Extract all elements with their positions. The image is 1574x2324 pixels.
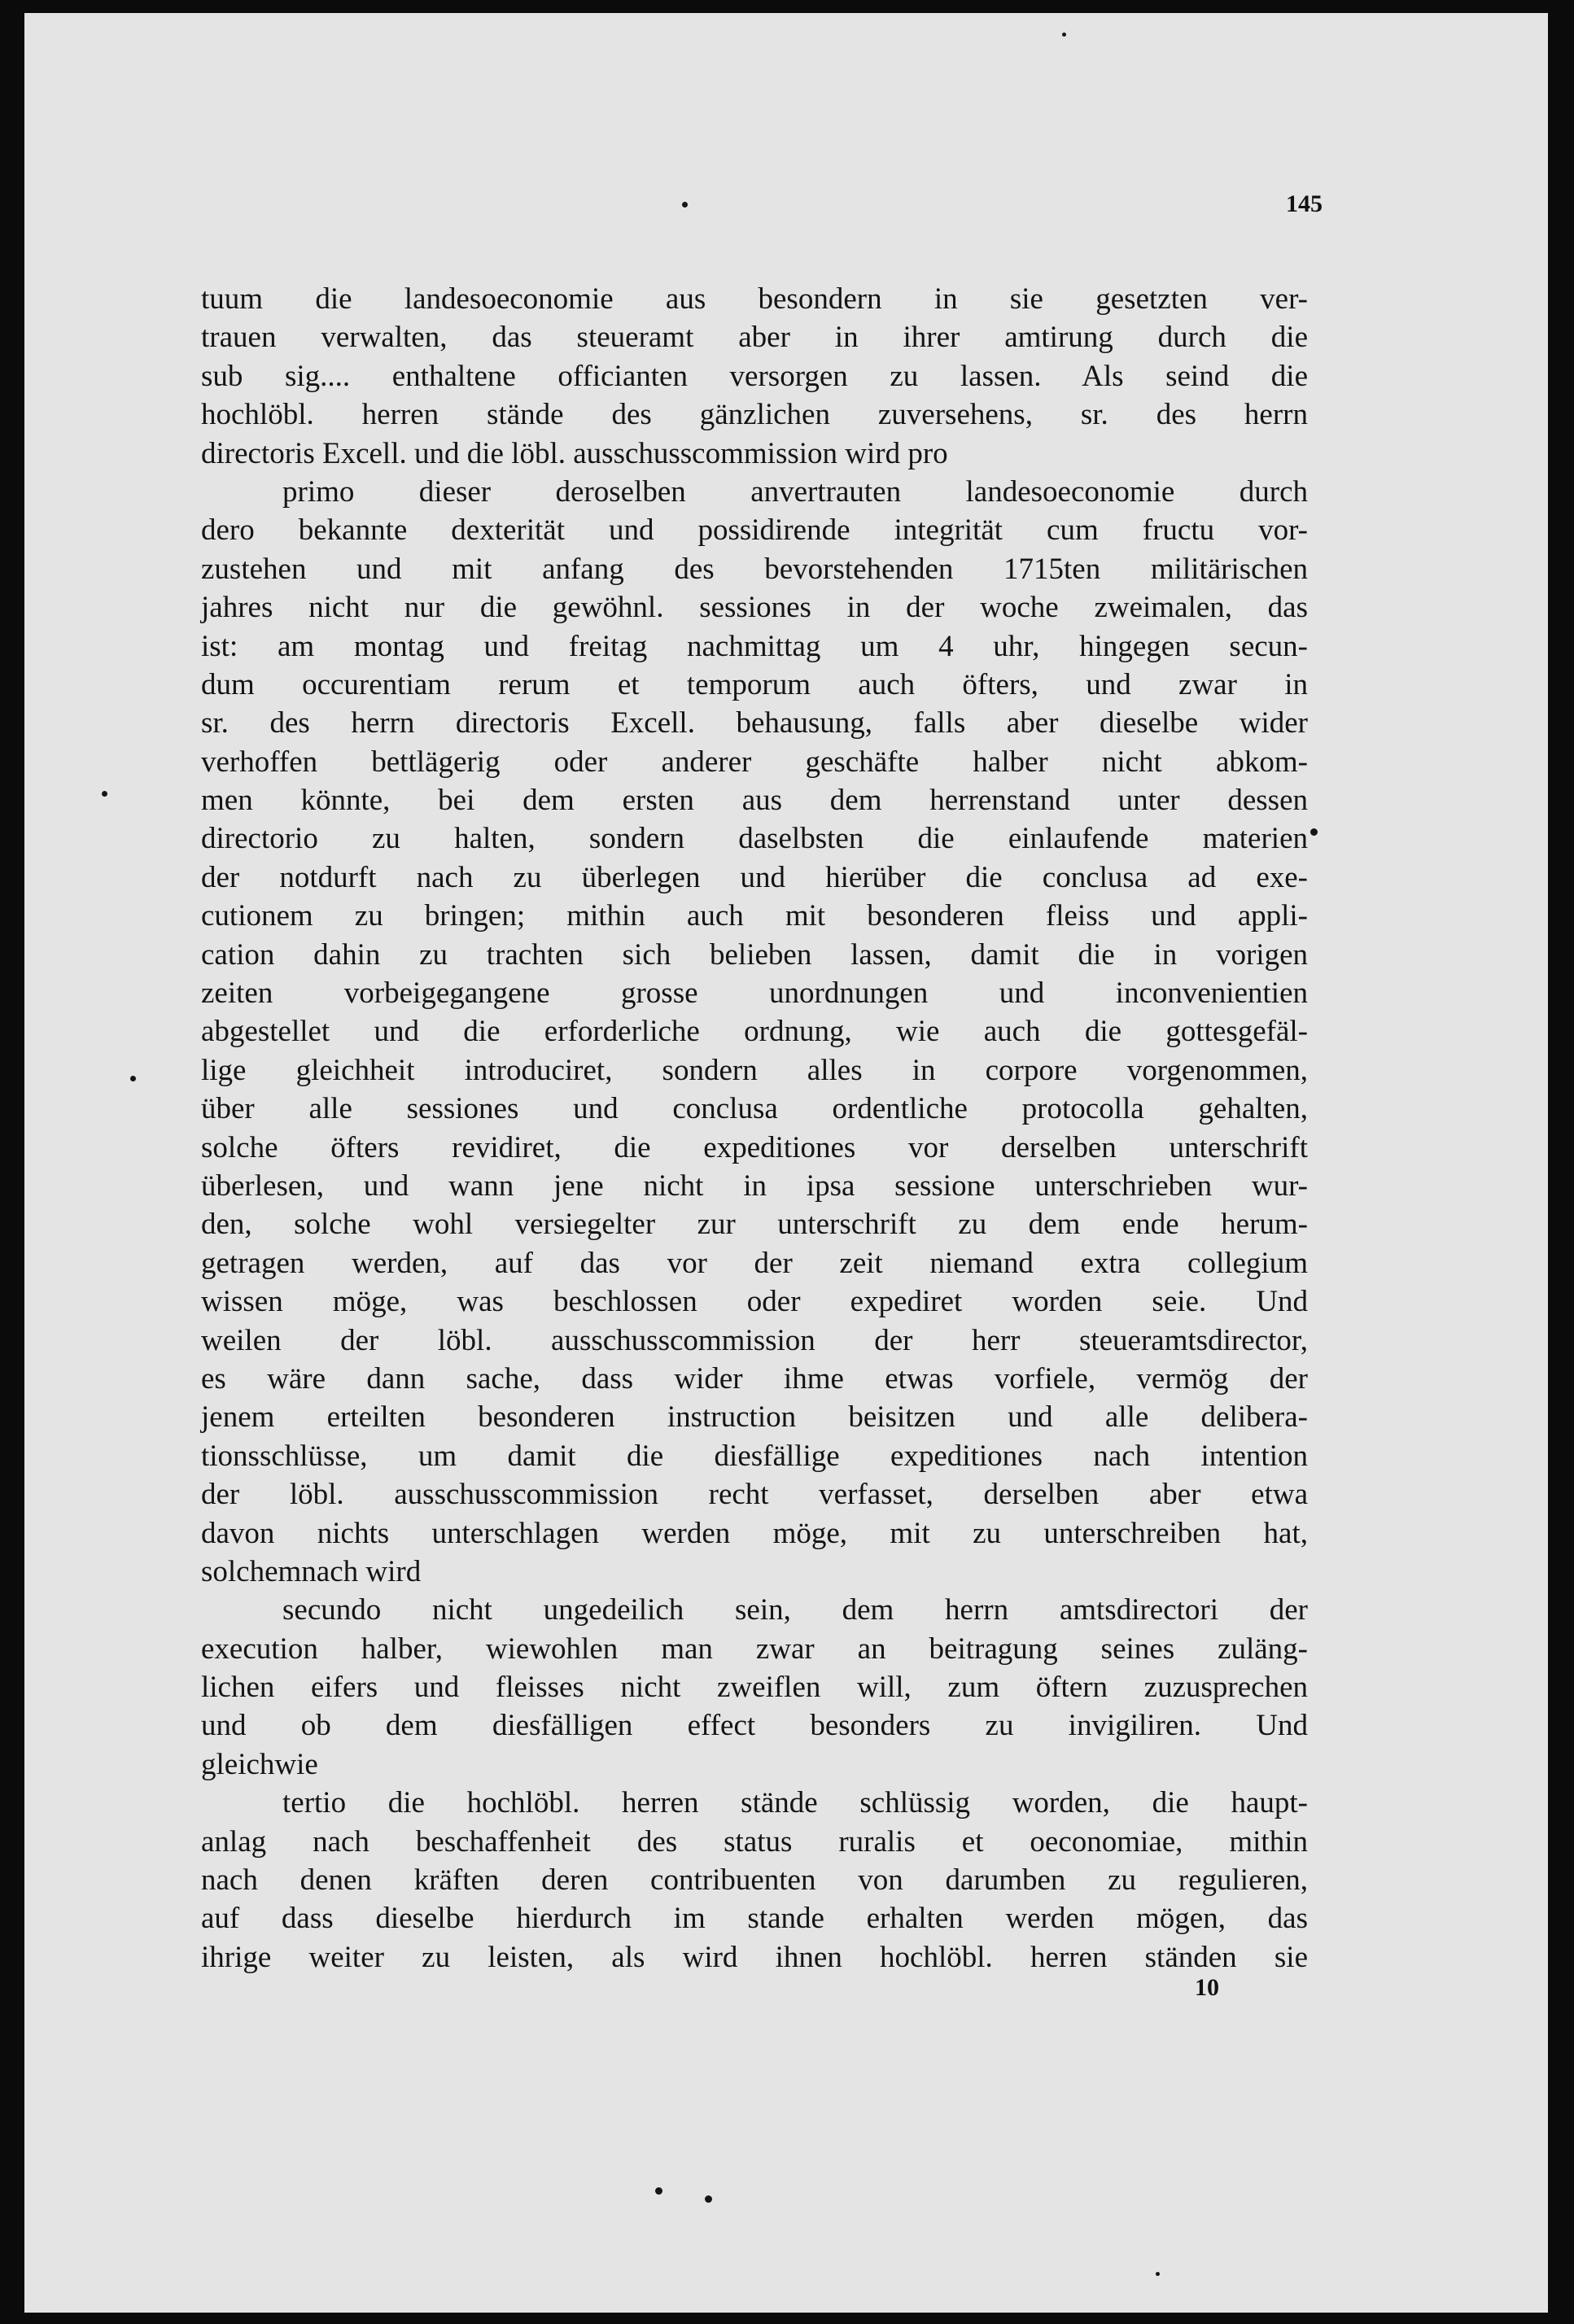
document-page	[24, 13, 1548, 2313]
text-line: jahres nicht nur die gewöhnl. sessiones in der woche zweimalen, das	[201, 591, 1308, 625]
text-line: dero bekannte dexterität und possidirende integrität cum fructu vor-	[201, 513, 1308, 548]
scan-speck	[655, 2187, 662, 2195]
text-line: sub sig.... enthaltene officianten versorgen zu lassen. Als seind die	[201, 359, 1308, 393]
text-line: und ob dem diesfälligen effect besonders zu invigiliren. Und	[201, 1709, 1308, 1743]
scan-speck	[102, 791, 107, 797]
text-line: anlag nach beschaffenheit des status ruralis et oeconomiae, mithin	[201, 1824, 1308, 1859]
body-text	[201, 280, 1308, 1977]
text-line: solche öfters revidiret, die expeditiones vor derselben unterschrift	[201, 1130, 1308, 1164]
text-line: tertio die hochlöbl. herren stände schlüssig worden, die haupt-	[282, 1786, 1308, 1820]
text-line: auf dass dieselbe hierdurch im stande erhalten werden mögen, das	[201, 1902, 1308, 1936]
signature-mark: 10	[1195, 1974, 1219, 2001]
text-line: solchemnach wird	[201, 1554, 422, 1588]
text-line: davon nichts unterschlagen werden möge, mit zu unterschreiben hat,	[201, 1516, 1308, 1550]
text-line: zustehen und mit anfang des bevorstehenden 1715ten militärischen	[201, 552, 1308, 586]
text-line: men könnte, bei dem ersten aus dem herrenstand unter dessen	[201, 784, 1308, 818]
scan-speck	[1062, 33, 1066, 37]
text-line: wissen möge, was beschlossen oder expediret worden seie. Und	[201, 1285, 1308, 1319]
text-line: überlesen, und wann jene nicht in ipsa sessione unterschrieben wur-	[201, 1169, 1308, 1203]
text-line: nach denen kräften deren contribuenten von darumben zu regulieren,	[201, 1863, 1308, 1898]
scan-speck	[1156, 2272, 1160, 2276]
text-line: es wäre dann sache, dass wider ihme etwas vorfiele, vermög der	[201, 1361, 1308, 1396]
text-line: tionsschlüsse, um damit die diesfällige expeditiones nach intention	[201, 1439, 1308, 1473]
text-line: weilen der löbl. ausschusscommission der herr steueramtsdirector,	[201, 1323, 1308, 1357]
text-line: getragen werden, auf das vor der zeit niemand extra collegium	[201, 1246, 1308, 1280]
text-line: tuum die landesoeconomie aus besondern in sie gesetzten ver-	[201, 282, 1308, 316]
text-line: sr. des herrn directoris Excell. behausung, falls aber dieselbe wider	[201, 706, 1308, 740]
text-line: directorio zu halten, sondern daselbsten die einlaufende materien	[201, 822, 1308, 856]
text-line: ihrige weiter zu leisten, als wird ihnen hochlöbl. herren ständen sie	[201, 1940, 1308, 1974]
scan-speck	[1310, 828, 1318, 836]
text-line: verhoffen bettlägerig oder anderer geschäfte halber nicht abkom-	[201, 745, 1308, 779]
text-line: directoris Excell. und die löbl. ausschusscommission wird pro	[201, 436, 948, 470]
text-line: jenem erteilten besonderen instruction beisitzen und alle delibera-	[201, 1400, 1308, 1435]
text-line: dum occurentiam rerum et temporum auch öfters, und zwar in	[201, 667, 1308, 701]
text-line: secundo nicht ungedeilich sein, dem herrn amtsdirectori der	[282, 1593, 1308, 1627]
page-number: 145	[1286, 190, 1323, 217]
text-line: lichen eifers und fleisses nicht zweiflen will, zum öftern zuzusprechen	[201, 1671, 1308, 1705]
scan-speck	[130, 1076, 136, 1081]
text-line: hochlöbl. herren stände des gänzlichen zuversehens, sr. des herrn	[201, 398, 1308, 432]
text-line: gleichwie	[201, 1747, 318, 1781]
text-line: der löbl. ausschusscommission recht verfasset, derselben aber etwa	[201, 1478, 1308, 1512]
scan-speck	[682, 202, 688, 208]
text-line: lige gleichheit introduciret, sondern alles in corpore vorgenommen,	[201, 1053, 1308, 1087]
text-line: der notdurft nach zu überlegen und hierüber die conclusa ad exe-	[201, 860, 1308, 894]
scan-speck	[705, 2195, 712, 2203]
text-line: ist: am montag und freitag nachmittag um 4 uhr, hingegen secun-	[201, 629, 1308, 663]
text-line: trauen verwalten, das steueramt aber in ihrer amtirung durch die	[201, 321, 1308, 355]
text-line: cutionem zu bringen; mithin auch mit besonderen fleiss und appli-	[201, 899, 1308, 933]
text-line: abgestellet und die erforderliche ordnung, wie auch die gottesgefäl-	[201, 1015, 1308, 1049]
text-line: den, solche wohl versiegelter zur unterschrift zu dem ende herum-	[201, 1208, 1308, 1242]
text-line: cation dahin zu trachten sich belieben lassen, damit die in vorigen	[201, 937, 1308, 972]
text-line: execution halber, wiewohlen man zwar an beitragung seines zuläng-	[201, 1632, 1308, 1666]
text-line: zeiten vorbeigegangene grosse unordnungen und inconvenientien	[201, 976, 1308, 1011]
text-line: primo dieser deroselben anvertrauten landesoeconomie durch	[282, 474, 1308, 509]
text-line: über alle sessiones und conclusa ordentliche protocolla gehalten,	[201, 1092, 1308, 1126]
